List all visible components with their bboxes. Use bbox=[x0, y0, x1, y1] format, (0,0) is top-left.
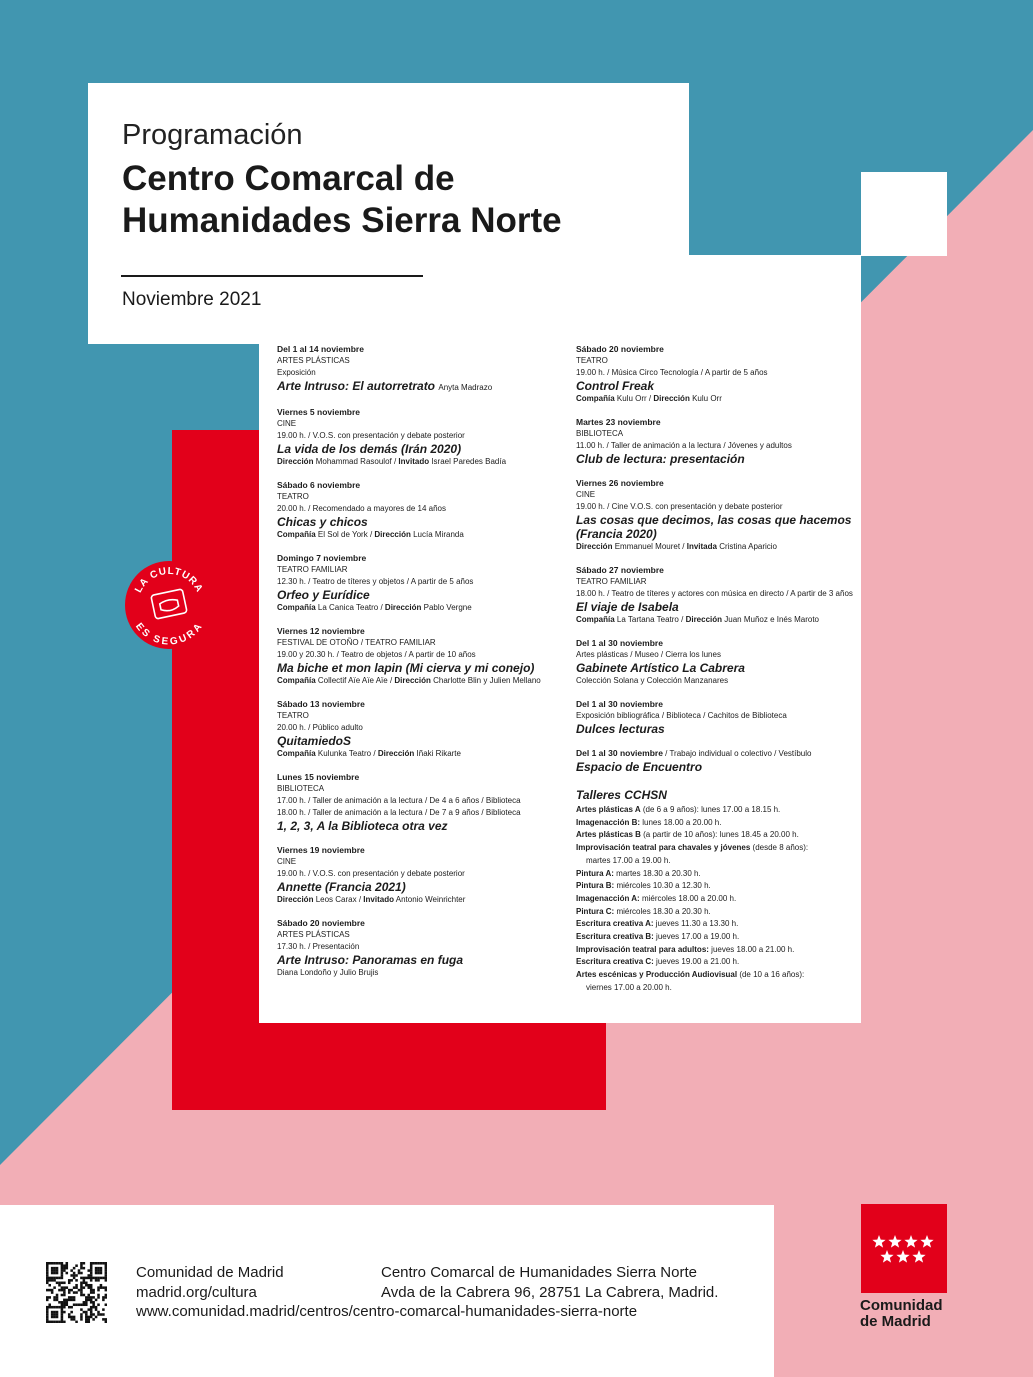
event-detail: CINE bbox=[576, 490, 596, 499]
credit-value: El Sol de York bbox=[317, 530, 368, 539]
taller-name: Escritura creativa C: bbox=[576, 957, 654, 967]
event-detail: TEATRO bbox=[277, 711, 309, 720]
star-icon bbox=[880, 1250, 893, 1263]
event-date bbox=[277, 406, 565, 418]
event-title bbox=[277, 379, 565, 395]
event-item bbox=[277, 552, 565, 614]
event-title-text: Arte Intruso: Panoramas en fuga bbox=[277, 953, 464, 967]
program-column-right bbox=[576, 343, 856, 995]
event-date bbox=[277, 479, 565, 491]
footer-org: Comunidad de Madrid bbox=[136, 1264, 284, 1281]
event-title-text: 1, 2, 3, A la Biblioteca otra vez bbox=[277, 819, 448, 833]
taller-item bbox=[576, 969, 856, 982]
event-detail: 19.00 y 20.30 h. / Teatro de objetos / A partir de 10 años bbox=[277, 650, 476, 659]
event-date-text: Martes 23 noviembre bbox=[576, 417, 661, 427]
taller-schedule: (a partir de 10 años): lunes 18.45 a 20.00 h. bbox=[640, 830, 799, 840]
event-date-text: Lunes 15 noviembre bbox=[277, 772, 360, 782]
event-title bbox=[576, 600, 856, 614]
event-title-text: Control Freak bbox=[576, 379, 655, 393]
header-divider bbox=[121, 275, 423, 277]
credit-label: Invitado bbox=[363, 895, 394, 904]
taller-schedule: jueves 11.30 a 13.30 h. bbox=[653, 919, 739, 929]
taller-item bbox=[576, 804, 856, 817]
credit-label: Compañía bbox=[277, 530, 316, 539]
event-date-text: Viernes 12 noviembre bbox=[277, 626, 365, 636]
right-events bbox=[576, 343, 856, 774]
event-title-text: Annette (Francia 2021) bbox=[277, 880, 406, 894]
event-title-text: Las cosas que decimos, las cosas que hacemos (Francia 2020) bbox=[576, 513, 852, 541]
taller-name: Artes plásticas B bbox=[576, 830, 641, 840]
event-title-text: QuitamiedoS bbox=[277, 734, 352, 748]
event-credits: Compañía Collectif Aïe Aïe Aïe / Dirección Charlotte Blin y Julien Mellano bbox=[277, 676, 541, 685]
credit-label: Compañía bbox=[576, 394, 615, 403]
event-date-text: Del 1 al 30 noviembre bbox=[576, 748, 663, 758]
credit-value: Collectif Aïe Aïe Aïe bbox=[317, 676, 388, 685]
credit-label: Dirección bbox=[576, 542, 613, 551]
taller-item bbox=[576, 880, 856, 893]
event-date-text: Sábado 6 noviembre bbox=[277, 480, 361, 490]
taller-item bbox=[576, 956, 856, 969]
taller-name: Imagenacción B: bbox=[576, 817, 641, 827]
star-icon bbox=[896, 1250, 909, 1263]
event-credits: Dirección Emmanuel Mouret / Invitada Cristina Aparicio bbox=[576, 542, 778, 551]
event-detail: 19.00 h. / V.O.S. con presentación y debate posterior bbox=[277, 869, 465, 878]
credit-value: Mohammad Rasoulof bbox=[315, 457, 392, 466]
event-credits: Compañía La Tartana Teatro / Dirección Juan Muñoz e Inés Maroto bbox=[576, 615, 819, 624]
taller-item bbox=[576, 893, 856, 906]
event-title bbox=[576, 452, 856, 466]
event-detail: 18.00 h. / Taller de animación a la lectura / De 7 a 9 años / Biblioteca bbox=[277, 808, 521, 817]
stars-icon bbox=[861, 1204, 947, 1293]
event-item bbox=[576, 637, 856, 687]
page-title: Centro Comarcal de Humanidades Sierra Norte bbox=[122, 159, 562, 240]
credit-value: Emmanuel Mouret bbox=[614, 542, 681, 551]
event-title bbox=[576, 379, 856, 393]
madrid-logo-text bbox=[860, 1298, 943, 1330]
event-date bbox=[277, 917, 565, 929]
event-credits: Dirección Mohammad Rasoulof / Invitado Israel Paredes Badía bbox=[277, 457, 507, 466]
event-date bbox=[277, 343, 565, 355]
taller-name: Improvisación teatral para chavales y jóvenes bbox=[576, 843, 751, 853]
badge-text-bottom: ES SEGURA bbox=[133, 621, 205, 648]
credit-value: Kulunka Teatro bbox=[317, 749, 372, 758]
event-title-text: Arte Intruso: El autorretrato bbox=[277, 379, 436, 393]
event-date bbox=[277, 844, 565, 856]
star-icon bbox=[920, 1235, 933, 1248]
taller-item bbox=[576, 906, 856, 919]
taller-item bbox=[576, 817, 856, 830]
credit-label: Invitado bbox=[398, 457, 430, 466]
event-title-text: Dulces lecturas bbox=[576, 722, 665, 736]
credit-value: Lucía Miranda bbox=[413, 530, 464, 539]
taller-name: Imagenacción A: bbox=[576, 893, 640, 903]
event-detail: BIBLIOTECA bbox=[576, 429, 624, 438]
event-detail: FESTIVAL DE OTOÑO / TEATRO FAMILIAR bbox=[277, 638, 436, 647]
event-item bbox=[576, 343, 856, 405]
event-date bbox=[576, 564, 856, 576]
credit-value: Leos Carax bbox=[315, 895, 357, 904]
event-date bbox=[277, 771, 565, 783]
month-label: Noviembre 2021 bbox=[122, 289, 262, 310]
taller-name: Artes plásticas A bbox=[576, 805, 641, 814]
event-date-text: Viernes 19 noviembre bbox=[277, 845, 365, 855]
taller-name: Pintura C: bbox=[576, 906, 615, 916]
credit-value: Juan Muñoz e Inés Maroto bbox=[724, 615, 819, 624]
event-detail: TEATRO FAMILIAR bbox=[576, 577, 647, 586]
taller-schedule: miércoles 18.30 a 20.30 h. bbox=[614, 906, 711, 916]
credit-value: Israel Paredes Badía bbox=[431, 457, 507, 466]
event-detail: Exposición bibliográfica / Biblioteca / Cachitos de Biblioteca bbox=[576, 711, 787, 720]
event-detail: 17.00 h. / Taller de animación a la lectura / De 4 a 6 años / Biblioteca bbox=[277, 796, 521, 805]
credit-label: Compañía bbox=[277, 749, 316, 758]
footer-address: Avda de la Cabrera 96, 28751 La Cabrera, Madrid. bbox=[381, 1284, 719, 1301]
event-title bbox=[277, 953, 565, 967]
credit-label: Compañía bbox=[277, 603, 316, 612]
event-title bbox=[277, 819, 565, 833]
taller-schedule: (de 6 a 9 años): lunes 17.00 a 18.15 h. bbox=[640, 805, 781, 814]
event-title bbox=[277, 515, 565, 529]
event-item bbox=[277, 625, 565, 687]
footer-site-link[interactable]: madrid.org/cultura bbox=[136, 1284, 257, 1301]
taller-name: Escritura creativa A: bbox=[576, 919, 654, 929]
event-item bbox=[576, 564, 856, 626]
credit-label: Dirección bbox=[374, 530, 411, 539]
event-date-text: Sábado 27 noviembre bbox=[576, 565, 664, 575]
event-detail: TEATRO FAMILIAR bbox=[277, 565, 348, 574]
credit-value: Kulu Orr bbox=[692, 394, 722, 403]
event-detail: ARTES PLÁSTICAS bbox=[277, 356, 350, 365]
event-date bbox=[277, 552, 565, 564]
star-icon bbox=[912, 1250, 925, 1263]
credit-value: La Canica Teatro bbox=[317, 603, 379, 612]
taller-schedule: jueves 18.00 a 21.00 h. bbox=[708, 944, 795, 954]
event-date bbox=[576, 343, 856, 355]
footer-center-name: Centro Comarcal de Humanidades Sierra Norte bbox=[381, 1264, 697, 1281]
talleres-list bbox=[576, 804, 856, 995]
event-detail: TEATRO bbox=[277, 492, 309, 501]
credit-label: Dirección bbox=[384, 603, 422, 612]
event-item bbox=[277, 771, 565, 833]
event-date-text: Sábado 20 noviembre bbox=[277, 918, 365, 928]
taller-schedule: (desde 8 años): bbox=[750, 843, 809, 853]
safe-culture-badge bbox=[124, 560, 214, 650]
taller-schedule: jueves 17.00 a 19.00 h. bbox=[653, 932, 740, 942]
qr-code-icon[interactable] bbox=[46, 1262, 107, 1323]
credit-value: Kulu Orr bbox=[616, 394, 647, 403]
taller-schedule: miércoles 10.30 a 12.30 h. bbox=[614, 881, 711, 891]
event-credits: Compañía La Canica Teatro / Dirección Pablo Vergne bbox=[277, 603, 472, 612]
event-date bbox=[576, 416, 856, 428]
event-title-text: Ma biche et mon lapin (Mi cierva y mi conejo) bbox=[277, 661, 535, 675]
event-detail: 17.30 h. / Presentación bbox=[277, 942, 360, 951]
event-title bbox=[576, 661, 856, 675]
taller-name: Pintura A: bbox=[576, 868, 614, 878]
event-item bbox=[576, 698, 856, 736]
credit-value: Pablo Vergne bbox=[423, 603, 472, 612]
event-date-suffix: / Trabajo individual o colectivo / Vestíbulo bbox=[662, 749, 812, 758]
credit-label: Compañía bbox=[277, 676, 316, 685]
event-item bbox=[576, 477, 856, 553]
event-date bbox=[576, 477, 856, 489]
taller-name: Artes escénicas y Producción Audiovisual bbox=[576, 970, 738, 980]
event-title bbox=[277, 588, 565, 602]
event-date bbox=[277, 698, 565, 710]
credit-value: La Tartana Teatro bbox=[616, 615, 679, 624]
taller-item bbox=[576, 944, 856, 957]
credit-label: Dirección bbox=[277, 895, 314, 904]
event-date-text: Sábado 20 noviembre bbox=[576, 344, 664, 354]
event-title bbox=[277, 734, 565, 748]
event-date-text: Domingo 7 noviembre bbox=[277, 553, 367, 563]
event-note: Colección Solana y Colección Manzanares bbox=[576, 676, 729, 685]
event-date-text: Viernes 5 noviembre bbox=[277, 407, 360, 417]
star-icon bbox=[888, 1235, 901, 1248]
event-title bbox=[277, 442, 565, 456]
event-date bbox=[576, 637, 856, 649]
event-detail: Exposición bbox=[277, 368, 316, 377]
event-date bbox=[277, 625, 565, 637]
event-date bbox=[576, 747, 856, 760]
event-title-text: La vida de los demás (Irán 2020) bbox=[277, 442, 462, 456]
event-author: Anyta Madrazo bbox=[438, 383, 493, 392]
credit-value: Iñaki Rikarte bbox=[416, 749, 461, 758]
credit-value: Charlotte Blin y Julien Mellano bbox=[433, 676, 541, 685]
event-detail: 20.00 h. / Recomendado a mayores de 14 años bbox=[277, 504, 446, 513]
footer-center-url[interactable]: www.comunidad.madrid/centros/centro-comarcal-humanidades-sierra-norte bbox=[136, 1303, 638, 1320]
event-detail: 19.00 h. / V.O.S. con presentación y debate posterior bbox=[277, 431, 465, 440]
event-detail: CINE bbox=[277, 857, 297, 866]
star-icon bbox=[872, 1235, 885, 1248]
event-item bbox=[576, 747, 856, 774]
event-title bbox=[277, 661, 565, 675]
event-item bbox=[277, 698, 565, 760]
event-detail: CINE bbox=[277, 419, 297, 428]
event-title-text: El viaje de Isabela bbox=[576, 600, 679, 614]
event-title bbox=[277, 880, 565, 894]
credit-label: Invitada bbox=[686, 542, 717, 551]
credit-label: Dirección bbox=[653, 394, 690, 403]
taller-schedule: (de 10 a 16 años): bbox=[737, 970, 805, 980]
event-title bbox=[576, 760, 856, 774]
event-detail: Artes plásticas / Museo / Cierra los lunes bbox=[576, 650, 721, 659]
event-credits: Compañía El Sol de York / Dirección Lucía Miranda bbox=[277, 530, 464, 539]
event-item bbox=[277, 479, 565, 541]
taller-item bbox=[576, 829, 856, 842]
taller-name: Escritura creativa B: bbox=[576, 932, 654, 942]
event-note: Diana Londoño y Julio Brujis bbox=[277, 968, 379, 977]
madrid-flag-logo bbox=[861, 1204, 947, 1293]
talleres-title: Talleres CCHSN bbox=[576, 788, 667, 802]
credit-value: Antonio Weinrichter bbox=[395, 895, 466, 904]
event-item bbox=[277, 343, 565, 395]
credit-label: Dirección bbox=[277, 457, 314, 466]
taller-item bbox=[576, 842, 856, 855]
event-detail: 20.00 h. / Público adulto bbox=[277, 723, 363, 732]
event-date-text: Sábado 13 noviembre bbox=[277, 699, 365, 709]
badge-text-top: LA CULTURA bbox=[133, 565, 205, 595]
event-credits: Compañía Kulunka Teatro / Dirección Iñaki Rikarte bbox=[277, 749, 461, 758]
event-title bbox=[576, 513, 856, 541]
taller-item bbox=[576, 918, 856, 931]
event-credits: Compañía Kulu Orr / Dirección Kulu Orr bbox=[576, 394, 722, 403]
event-item bbox=[277, 917, 565, 979]
star-icon bbox=[904, 1235, 917, 1248]
event-title-text: Orfeo y Eurídice bbox=[277, 588, 370, 602]
event-title-text: Chicas y chicos bbox=[277, 515, 368, 529]
credit-label: Compañía bbox=[576, 615, 615, 624]
taller-schedule-cont: viernes 17.00 a 20.00 h. bbox=[586, 982, 672, 992]
event-detail: 11.00 h. / Taller de animación a la lectura / Jóvenes y adultos bbox=[576, 441, 792, 450]
credit-label: Dirección bbox=[377, 749, 415, 758]
taller-schedule: jueves 19.00 a 21.00 h. bbox=[653, 957, 740, 967]
credit-label: Dirección bbox=[685, 615, 723, 624]
taller-schedule: miércoles 18.00 a 20.00 h. bbox=[639, 893, 737, 903]
event-title bbox=[576, 722, 856, 736]
taller-name: Pintura B: bbox=[576, 881, 615, 891]
taller-item bbox=[576, 868, 856, 881]
credit-value: Cristina Aparicio bbox=[719, 542, 778, 551]
taller-name: Improvisación teatral para adultos: bbox=[576, 944, 709, 954]
taller-schedule-cont: martes 17.00 a 19.00 h. bbox=[586, 855, 671, 865]
event-item bbox=[277, 406, 565, 468]
event-detail: 12.30 h. / Teatro de títeres y objetos / A partir de 5 años bbox=[277, 577, 474, 586]
event-title-text: Gabinete Artístico La Cabrera bbox=[576, 661, 745, 675]
logo-line-2: de Madrid bbox=[860, 1313, 931, 1330]
program-column-left bbox=[277, 343, 565, 990]
event-credits: Dirección Leos Carax / Invitado Antonio Weinrichter bbox=[277, 895, 466, 904]
event-date bbox=[576, 698, 856, 710]
event-item bbox=[277, 844, 565, 906]
event-date-text: Del 1 al 30 noviembre bbox=[576, 699, 663, 709]
logo-line-1: Comunidad bbox=[860, 1297, 943, 1314]
event-detail: 19.00 h. / Música Circo Tecnología / A partir de 5 años bbox=[576, 368, 768, 377]
heading-pre: Programación bbox=[122, 119, 303, 151]
event-detail: TEATRO bbox=[576, 356, 608, 365]
event-title-text: Club de lectura: presentación bbox=[576, 452, 745, 466]
event-detail: 18.00 h. / Teatro de títeres y actores con música en directo / A partir de 3 años bbox=[576, 589, 853, 598]
taller-schedule: martes 18.30 a 20.30 h. bbox=[613, 868, 701, 878]
taller-schedule: lunes 18.00 a 20.00 h. bbox=[640, 817, 722, 827]
credit-label: Dirección bbox=[394, 676, 431, 685]
event-detail: ARTES PLÁSTICAS bbox=[277, 930, 350, 939]
event-detail: BIBLIOTECA bbox=[277, 784, 325, 793]
event-item bbox=[576, 416, 856, 466]
event-detail: 19.00 h. / Cine V.O.S. con presentación y debate posterior bbox=[576, 502, 783, 511]
decorative-square bbox=[861, 172, 947, 256]
event-date-text: Viernes 26 noviembre bbox=[576, 478, 664, 488]
event-title-text: Espacio de Encuentro bbox=[576, 760, 703, 774]
event-date-text: Del 1 al 14 noviembre bbox=[277, 344, 364, 354]
event-date-text: Del 1 al 30 noviembre bbox=[576, 638, 663, 648]
taller-item bbox=[576, 931, 856, 944]
